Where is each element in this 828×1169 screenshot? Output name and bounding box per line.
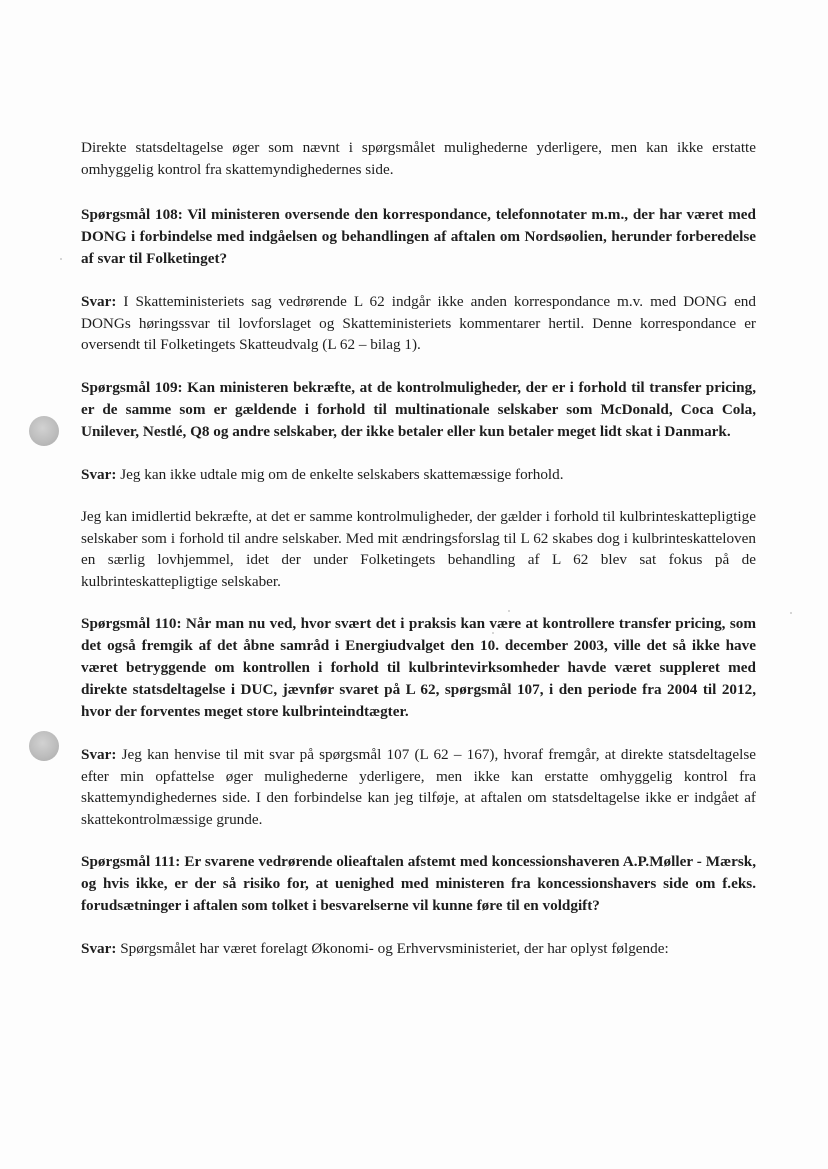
answer-label: Svar: xyxy=(81,465,117,483)
answer-text: Jeg kan henvise til mit svar på spørgsmål 107 (L 62 – 167), hvoraf fremgår, at direkte statsdeltagelse efter min opfattelse øger mulighederne yderligere, men ikke kan erstatte omhyggelig kontrol fra skattemyndighedernes side. I den forbindelse kan jeg tilføje, at aftalen om statsdeltagelse ikke er indgået af skattekontrolmæssige grunde. xyxy=(81,746,756,828)
scan-speck xyxy=(790,612,792,614)
question-text: Spørgsmål 111: Er svarene vedrørende olieaftalen afstemt med koncessionshaveren A.P.Møller - Mærsk, og hvis ikke, er der så risiko for, at uenighed med ministeren fra koncessionshavers side om f.eks. forudsætninger i aftalen som tolket i besvarelserne vil kunne føre til en voldgift? xyxy=(81,853,756,914)
answer-label: Svar: xyxy=(81,293,117,310)
answer-109 xyxy=(81,464,756,486)
answer-text: Jeg kan ikke udtale mig om de enkelte selskabers skattemæssige forhold. xyxy=(116,465,564,483)
scan-speck xyxy=(60,258,62,260)
question-109 xyxy=(81,377,756,443)
punch-hole-mark xyxy=(29,416,59,446)
paragraph-text: Direkte statsdeltagelse øger som nævnt i spørgsmålet mulighederne yderligere, men kan ikke erstatte omhyggelig kontrol fra skattemyndighedernes side. xyxy=(81,139,756,178)
question-108 xyxy=(81,204,756,270)
document-body xyxy=(81,137,756,981)
question-110 xyxy=(81,613,756,723)
answer-109-continued xyxy=(81,506,756,592)
answer-111 xyxy=(81,938,756,960)
answer-text: I Skatteministeriets sag vedrørende L 62 indgår ikke anden korrespondance m.v. med DONG end DONGs høringssvar til lovforslaget og Skatteministeriets kommentarer hertil. Denne korrespondance er oversendt til Folketingets Skatteudvalg (L 62 – bilag 1). xyxy=(81,293,756,353)
answer-label: Svar: xyxy=(81,746,117,763)
answer-110 xyxy=(81,744,756,830)
question-text: Spørgsmål 110: Når man nu ved, hvor svært det i praksis kan være at kontrollere transfer pricing, som det også fremgik af det åbne samråd i Energiudvalget den 10. december 2003, ville det så ikke have været betryggende om kontrollen i forhold til kulbrintevirksomheder havde været suppleret med direkte statsdeltagelse i DUC, jævnfør svaret på L 62, spørgsmål 107, i den periode fra 2004 til 2012, hvor der forventes meget store kulbrinteindtægter. xyxy=(81,615,756,720)
paragraph xyxy=(81,137,756,180)
answer-label: Svar: xyxy=(81,940,117,957)
question-text: Spørgsmål 109: Kan ministeren bekræfte, at de kontrolmuligheder, der er i forhold til transfer pricing, er de samme som er gældende i forhold til multinationale selskaber som McDonald, Coca Cola, Unilever, Nestlé, Q8 og andre selskaber, der ikke betaler eller kun betaler meget lidt skat i Danmark. xyxy=(81,378,756,440)
punch-hole-mark xyxy=(29,731,59,761)
answer-108 xyxy=(81,291,756,356)
paragraph-text: Jeg kan imidlertid bekræfte, at det er samme kontrolmuligheder, der gælder i forhold til kulbrinteskattepligtige selskaber som i forhold til andre selskaber. Med mit ændringsforslag til L 62 skabes dog i kulbrinteskatteloven en særlig lovhjemmel, idet der under Folketingets behandling af L 62 blev sat fokus på de kulbrinteskattepligtige selskaber. xyxy=(81,508,756,590)
question-111 xyxy=(81,851,756,917)
question-text: Spørgsmål 108: Vil ministeren oversende den korrespondance, telefonnotater m.m., der har været med DONG i forbindelse med indgåelsen og behandlingen af aftalen om Nordsøolien, herunder forberedelse af svar til Folketinget? xyxy=(81,206,756,267)
answer-text: Spørgsmålet har været forelagt Økonomi- og Erhvervsministeriet, der har oplyst følgende: xyxy=(116,940,669,957)
